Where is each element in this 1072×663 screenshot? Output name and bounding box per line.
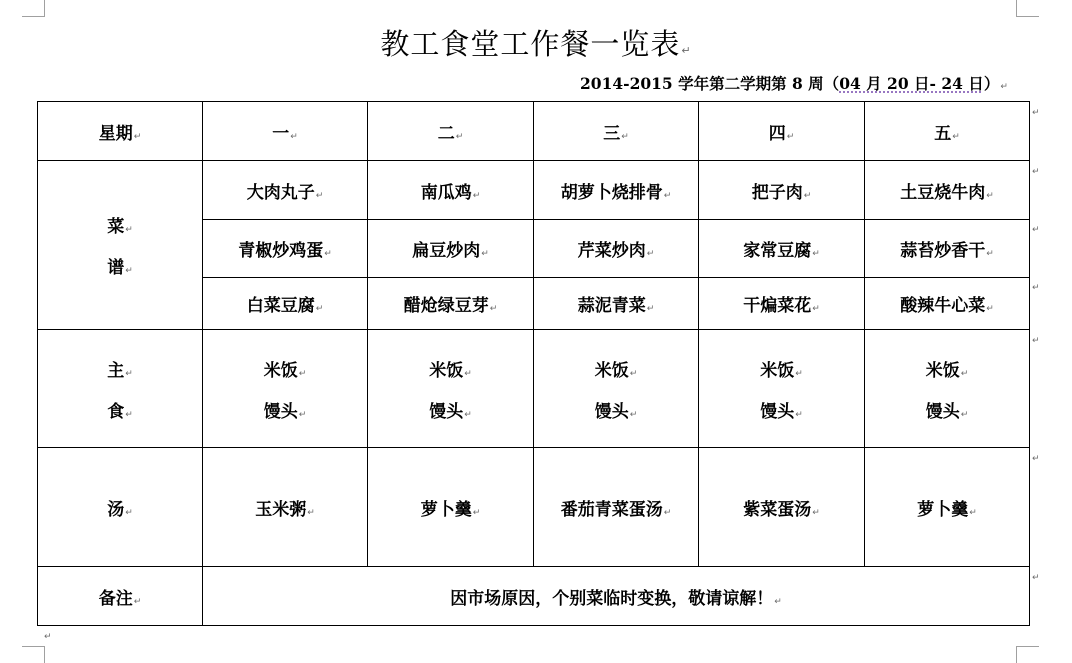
day-header: 二 [437, 123, 455, 144]
staple-item [203, 356, 367, 381]
staple-name: 米饭 [760, 360, 795, 381]
day-header: 三 [603, 123, 621, 144]
dish-name: 干煸菜花 [743, 296, 812, 316]
dish-cell [534, 161, 699, 220]
staple-item [368, 356, 533, 381]
menu-table [37, 101, 1030, 626]
soup-cell [534, 448, 699, 567]
dish-cell [865, 161, 1030, 220]
subtitle-prefix: 2014-2015 学年第二学期第 8 周（ [580, 74, 840, 93]
paragraph-mark-icon: ↵ [44, 632, 52, 642]
subtitle-dates: 04 月 20 日- 24 日 [839, 74, 984, 93]
soup-label-cell [38, 448, 203, 567]
soup-name: 萝卜羹 [917, 499, 969, 520]
day-header: 五 [934, 123, 952, 144]
label-char: 谱 [107, 258, 125, 278]
staple-name: 米饭 [925, 360, 960, 381]
dish-cell [203, 278, 368, 330]
paragraph-mark-icon: ↵ [125, 507, 133, 518]
dishes-label-line [38, 212, 202, 237]
soup-name: 紫菜蛋汤 [743, 499, 812, 520]
staple-name: 馒头 [594, 401, 629, 422]
label-char: 主 [107, 360, 125, 381]
staple-row [38, 330, 1030, 448]
paragraph-mark-icon: ↵ [133, 131, 142, 142]
paragraph-mark-icon: ↵ [629, 368, 638, 379]
paragraph-mark-icon: ↵ [455, 131, 464, 142]
paragraph-mark-icon: ↵ [290, 131, 298, 142]
staple-item [534, 356, 698, 381]
paragraph-mark-icon: ↵ [489, 304, 498, 314]
dish-name: 土豆烧牛肉 [900, 182, 986, 203]
dish-cell [203, 161, 368, 220]
dish-name: 芹菜炒肉 [577, 241, 646, 261]
weekday-label: 星期 [98, 123, 133, 144]
staple-label-line [38, 356, 202, 381]
dish-name: 蒜苔炒香干 [900, 241, 986, 261]
staple-item [865, 356, 1029, 381]
day-header: 四 [768, 123, 786, 144]
paragraph-mark-icon: ↵ [786, 131, 795, 142]
paragraph-mark-icon: ↵ [986, 249, 994, 259]
paragraph-mark-icon: ↵ [812, 249, 820, 259]
day-header-cell [203, 102, 368, 161]
soup-cell [865, 448, 1030, 567]
staple-name: 馒头 [760, 401, 795, 422]
page-corner-bottom-right [1016, 646, 1039, 663]
paragraph-mark-icon: ↵ [812, 507, 820, 518]
paragraph-mark-icon: ↵ [952, 131, 960, 142]
dish-name: 酸辣牛心菜 [900, 296, 986, 316]
dishes-label-line [38, 253, 202, 278]
paragraph-mark-icon: ↵ [681, 44, 692, 57]
notes-text-cell [203, 567, 1030, 626]
dish-cell [699, 161, 865, 220]
paragraph-mark-icon: ↵ [125, 409, 133, 420]
weekday-label-cell [38, 102, 203, 161]
paragraph-mark-icon: ↵ [646, 249, 655, 259]
paragraph-mark-icon: ↵ [969, 507, 977, 518]
day-header-cell [534, 102, 699, 161]
staple-name: 米饭 [263, 360, 298, 381]
soup-cell [368, 448, 534, 567]
day-header: 一 [272, 123, 290, 144]
staple-name: 馒头 [925, 401, 960, 422]
dish-name: 青椒炒鸡蛋 [238, 241, 324, 261]
soup-cell [203, 448, 368, 567]
dish-cell [368, 161, 534, 220]
paragraph-mark-icon: ↵ [298, 368, 307, 379]
staple-item [368, 397, 533, 422]
paragraph-mark-icon: ↵ [324, 249, 332, 259]
dish-row [38, 161, 1030, 220]
row-end-mark-icon: ↵ [1032, 225, 1040, 235]
title-text: 教工食堂工作餐一览表 [380, 27, 681, 61]
paragraph-mark-icon: ↵ [315, 304, 324, 314]
dish-cell [699, 220, 865, 278]
day-header-cell [865, 102, 1030, 161]
dish-cell [534, 278, 699, 330]
staple-cell [203, 330, 368, 448]
paragraph-mark-icon: ↵ [125, 225, 133, 235]
paragraph-mark-icon: ↵ [960, 409, 969, 420]
paragraph-mark-icon: ↵ [629, 409, 638, 420]
dish-cell [699, 278, 865, 330]
soup-name: 萝卜羹 [420, 499, 472, 520]
notes-label: 备注 [98, 588, 133, 609]
dish-cell [368, 220, 534, 278]
notes-text: 因市场原因，个别菜临时变换，敬请谅解！ [450, 588, 774, 609]
row-end-mark-icon: ↵ [1032, 167, 1040, 177]
staple-cell [368, 330, 534, 448]
notes-row [38, 567, 1030, 626]
paragraph-mark-icon: ↵ [803, 190, 812, 201]
page-corner-top-left [22, 0, 45, 17]
paragraph-mark-icon: ↵ [812, 304, 820, 314]
row-end-mark-icon: ↵ [1032, 336, 1040, 346]
dishes-label-cell [38, 161, 203, 330]
soup-cell [699, 448, 865, 567]
dish-cell [865, 278, 1030, 330]
paragraph-mark-icon: ↵ [986, 190, 994, 201]
staple-name: 米饭 [594, 360, 629, 381]
paragraph-mark-icon: ↵ [795, 409, 803, 420]
staple-name: 馒头 [429, 401, 464, 422]
paragraph-mark-icon: ↵ [774, 596, 782, 607]
staple-item [699, 397, 864, 422]
paragraph-mark-icon: ↵ [125, 266, 133, 276]
dish-cell [865, 220, 1030, 278]
label-char: 食 [107, 401, 125, 422]
soup-row [38, 448, 1030, 567]
dish-name: 醋炝绿豆芽 [403, 296, 489, 316]
row-end-mark-icon: ↵ [1032, 283, 1040, 293]
dish-cell [534, 220, 699, 278]
paragraph-mark-icon: ↵ [960, 368, 969, 379]
soup-name: 玉米粥 [255, 499, 307, 520]
dish-name: 大肉丸子 [246, 182, 315, 203]
day-header-cell [699, 102, 865, 161]
row-end-mark-icon: ↵ [1032, 573, 1040, 583]
paragraph-mark-icon: ↵ [315, 190, 324, 201]
notes-label-cell [38, 567, 203, 626]
dish-name: 扁豆炒肉 [412, 241, 481, 261]
paragraph-mark-icon: ↵ [621, 131, 629, 142]
week-subtitle [580, 72, 1008, 94]
dish-name: 家常豆腐 [743, 241, 812, 261]
row-end-mark-icon: ↵ [1032, 108, 1040, 118]
day-header-cell [368, 102, 534, 161]
paragraph-mark-icon: ↵ [663, 507, 672, 518]
subtitle-suffix: ） [983, 74, 1000, 93]
paragraph-mark-icon: ↵ [481, 249, 489, 259]
dish-cell [203, 220, 368, 278]
paragraph-mark-icon: ↵ [795, 368, 803, 379]
staple-item [699, 356, 864, 381]
paragraph-mark-icon: ↵ [464, 368, 472, 379]
dish-name: 白菜豆腐 [246, 296, 315, 316]
staple-name: 馒头 [263, 401, 298, 422]
dish-name: 蒜泥青菜 [577, 296, 646, 316]
paragraph-mark-icon: ↵ [472, 507, 481, 518]
staple-name: 米饭 [429, 360, 464, 381]
dish-name: 胡萝卜烧排骨 [560, 182, 663, 203]
dish-name: 把子肉 [751, 182, 803, 203]
page-title [0, 22, 1072, 63]
paragraph-mark-icon: ↵ [472, 190, 481, 201]
staple-cell [865, 330, 1030, 448]
staple-item [203, 397, 367, 422]
soup-label: 汤 [107, 499, 125, 520]
paragraph-mark-icon: ↵ [133, 596, 142, 607]
soup-name: 番茄青菜蛋汤 [560, 499, 663, 520]
staple-item [865, 397, 1029, 422]
page-corner-top-right [1016, 0, 1039, 17]
dish-cell [368, 278, 534, 330]
paragraph-mark-icon: ↵ [1000, 82, 1008, 92]
dish-name: 南瓜鸡 [420, 182, 472, 203]
paragraph-mark-icon: ↵ [986, 304, 994, 314]
paragraph-mark-icon: ↵ [464, 409, 472, 420]
paragraph-mark-icon: ↵ [125, 368, 133, 379]
staple-item [534, 397, 698, 422]
paragraph-mark-icon: ↵ [646, 304, 655, 314]
weekday-header-row [38, 102, 1030, 161]
paragraph-mark-icon: ↵ [298, 409, 307, 420]
paragraph-mark-icon: ↵ [307, 507, 315, 518]
staple-label-line [38, 397, 202, 422]
staple-label-cell [38, 330, 203, 448]
label-char: 菜 [107, 217, 125, 237]
staple-cell [534, 330, 699, 448]
staple-cell [699, 330, 865, 448]
row-end-mark-icon: ↵ [1032, 454, 1040, 464]
paragraph-mark-icon: ↵ [663, 190, 672, 201]
page-corner-bottom-left [22, 646, 45, 663]
